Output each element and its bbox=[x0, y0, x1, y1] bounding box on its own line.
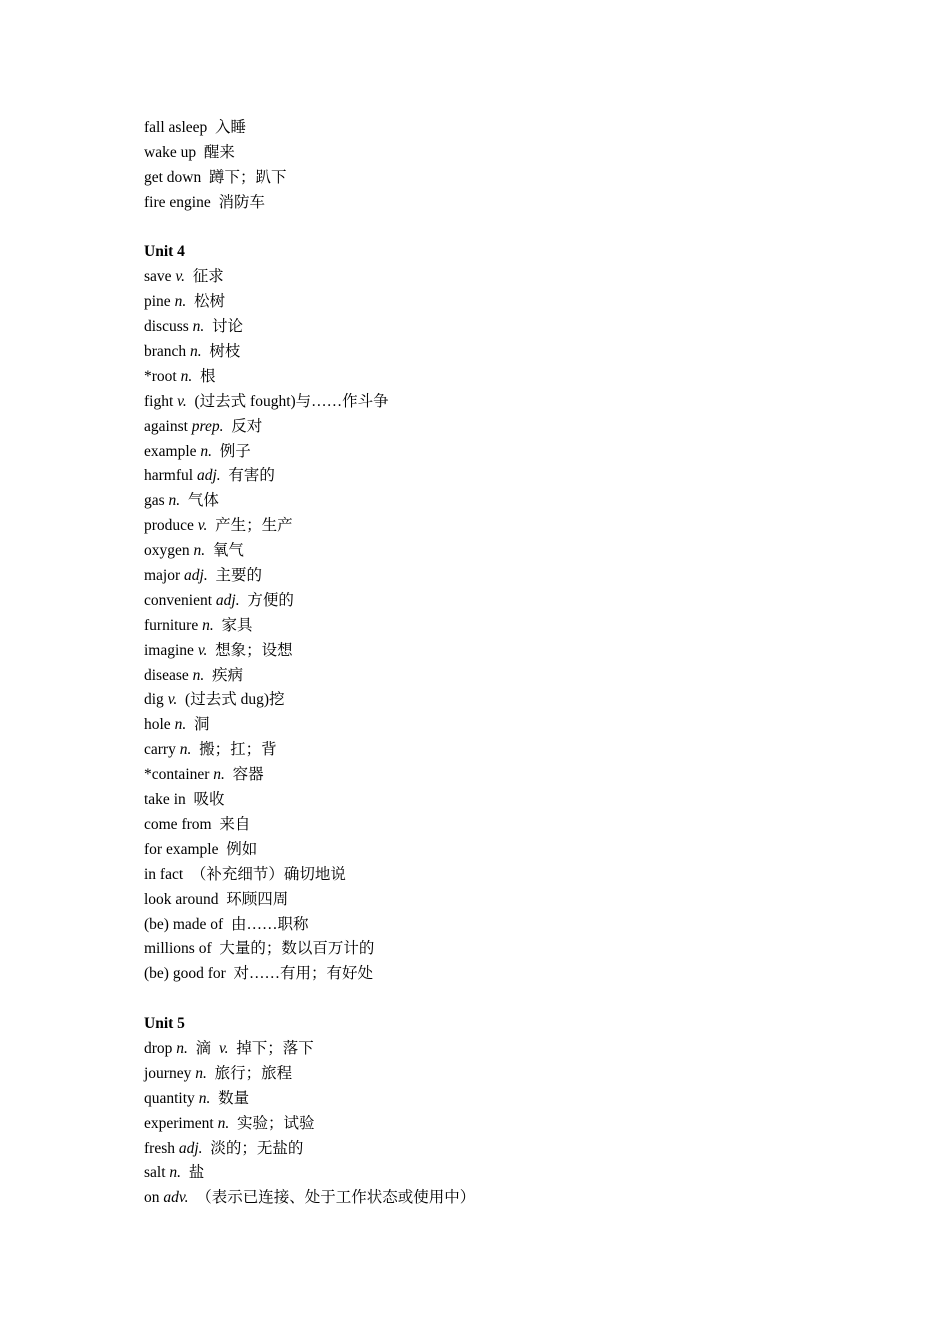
vocab-entry bbox=[144, 340, 904, 365]
entry-word: example bbox=[144, 442, 197, 460]
entry-part-of-speech: n. bbox=[192, 666, 205, 684]
vocab-entry bbox=[144, 713, 904, 738]
entry-meaning: 想象；设想 bbox=[215, 641, 293, 659]
vocab-entry bbox=[144, 365, 904, 390]
entry-meaning: 气体 bbox=[187, 492, 219, 510]
entry-meaning: 疾病 bbox=[212, 666, 244, 684]
vocab-entry bbox=[144, 265, 904, 290]
entry-meaning: 淡的；无盐的 bbox=[210, 1139, 304, 1157]
entry-word: salt bbox=[144, 1164, 166, 1182]
entry-part-of-speech: v. bbox=[197, 517, 208, 535]
entry-part-of-speech: v. bbox=[218, 1039, 229, 1057]
entry-meaning: (过去式 dug)挖 bbox=[185, 691, 285, 709]
entry-meaning: 环顾四周 bbox=[226, 890, 289, 908]
entry-word: fire engine bbox=[144, 193, 211, 211]
vocab-entry bbox=[144, 763, 904, 788]
entry-meaning: 大量的；数以百万计的 bbox=[219, 940, 375, 958]
vocab-entry bbox=[144, 688, 904, 713]
entry-part-of-speech: n. bbox=[193, 542, 206, 560]
unit-heading: Unit 5 bbox=[144, 1015, 185, 1033]
vocab-entry bbox=[144, 1137, 904, 1162]
entry-word: *container bbox=[144, 766, 210, 784]
entry-word: *root bbox=[144, 367, 177, 385]
vocab-entry bbox=[144, 440, 904, 465]
entry-meaning: 讨论 bbox=[212, 318, 244, 336]
entry-word: hole bbox=[144, 716, 171, 734]
entry-word: for example bbox=[144, 840, 219, 858]
entry-part-of-speech: n. bbox=[200, 442, 213, 460]
entry-meaning: 掉下；落下 bbox=[236, 1039, 314, 1057]
entry-part-of-speech: n. bbox=[176, 1039, 188, 1057]
vocab-entry bbox=[144, 1062, 904, 1087]
vocab-entry bbox=[144, 614, 904, 639]
entry-word: save bbox=[144, 268, 172, 286]
entry-meaning: 征求 bbox=[192, 268, 224, 286]
entry-word: major bbox=[144, 567, 181, 585]
entry-part-of-speech: n. bbox=[180, 367, 193, 385]
entry-part-of-speech: n. bbox=[168, 492, 181, 510]
entry-meaning: 洞 bbox=[193, 716, 210, 734]
vocab-entry bbox=[144, 813, 904, 838]
entry-part-of-speech: adj. bbox=[196, 467, 221, 485]
vocab-entry bbox=[144, 937, 904, 962]
vocab-entry bbox=[144, 514, 904, 539]
vocab-entry bbox=[144, 116, 904, 141]
entry-part-of-speech: n. bbox=[202, 616, 214, 634]
entry-meaning: 旅行；旅程 bbox=[214, 1064, 293, 1082]
vocab-entry bbox=[144, 290, 904, 315]
entry-part-of-speech: n. bbox=[174, 716, 187, 734]
vocab-entry bbox=[144, 639, 904, 664]
entry-word: come from bbox=[144, 815, 212, 833]
entry-word: convenient bbox=[144, 591, 213, 609]
entry-word: carry bbox=[144, 741, 176, 759]
entry-meaning: 主要的 bbox=[215, 567, 262, 585]
entry-word: (be) made of bbox=[144, 915, 224, 933]
entry-part-of-speech: n. bbox=[174, 293, 187, 311]
entry-part-of-speech: n. bbox=[195, 1064, 207, 1082]
vocab-entry bbox=[144, 564, 904, 589]
vocab-entry bbox=[144, 1161, 904, 1186]
entry-meaning: 方便的 bbox=[247, 591, 294, 609]
entry-word: harmful bbox=[144, 467, 194, 485]
entry-part-of-speech: v. bbox=[197, 641, 208, 659]
entry-part-of-speech: n. bbox=[179, 741, 192, 759]
entry-meaning: 搬；扛；背 bbox=[199, 741, 277, 759]
entry-word: in fact bbox=[144, 865, 184, 883]
entry-meaning: 例子 bbox=[219, 442, 251, 460]
vocab-entry bbox=[144, 788, 904, 813]
entry-part-of-speech: n. bbox=[217, 1114, 230, 1132]
entry-word: millions of bbox=[144, 940, 212, 958]
entry-meaning: 家具 bbox=[221, 616, 253, 634]
entry-meaning: 例如 bbox=[226, 840, 258, 858]
entry-meaning: 盐 bbox=[188, 1164, 205, 1182]
vocab-entry bbox=[144, 738, 904, 763]
entry-word: quantity bbox=[144, 1089, 195, 1107]
vocab-entry bbox=[144, 913, 904, 938]
entry-meaning: 实验；试验 bbox=[236, 1114, 315, 1132]
entry-word: fall asleep bbox=[144, 119, 208, 136]
vocab-entry bbox=[144, 390, 904, 415]
vocab-entry bbox=[144, 888, 904, 913]
entry-part-of-speech: n. bbox=[198, 1089, 211, 1107]
vocab-entry bbox=[144, 539, 904, 564]
entry-meaning: （补充细节）确切地说 bbox=[190, 865, 346, 883]
vocab-entry bbox=[144, 1112, 904, 1137]
entry-word: discuss bbox=[144, 318, 189, 336]
entry-part-of-speech: v. bbox=[175, 268, 186, 286]
entry-part-of-speech: n. bbox=[213, 766, 225, 784]
entry-meaning: 消防车 bbox=[218, 193, 265, 211]
entry-word: produce bbox=[144, 517, 194, 535]
entry-part-of-speech: v. bbox=[167, 691, 178, 709]
vocab-entry bbox=[144, 464, 904, 489]
entry-word: take in bbox=[144, 791, 186, 809]
entry-meaning: 根 bbox=[199, 367, 216, 385]
vocab-entry bbox=[144, 415, 904, 440]
entry-meaning: 滴 bbox=[195, 1039, 212, 1057]
entry-meaning: 数量 bbox=[218, 1089, 250, 1107]
entry-word: gas bbox=[144, 492, 165, 510]
entry-word: dig bbox=[144, 691, 164, 709]
entry-word: furniture bbox=[144, 616, 199, 634]
vocab-entry bbox=[144, 664, 904, 689]
entry-part-of-speech: prep. bbox=[191, 417, 224, 435]
entry-meaning: 蹲下；趴下 bbox=[209, 168, 287, 186]
entry-word: get down bbox=[144, 168, 202, 186]
entry-word: against bbox=[144, 417, 188, 435]
entry-meaning: 氧气 bbox=[212, 542, 244, 560]
vocab-entry bbox=[144, 838, 904, 863]
vocab-entry bbox=[144, 863, 904, 888]
unit-heading: Unit 4 bbox=[144, 243, 185, 261]
entry-word: drop bbox=[144, 1039, 173, 1057]
entry-meaning: 由……职称 bbox=[230, 915, 309, 933]
entry-meaning: 入睡 bbox=[215, 119, 247, 136]
entry-meaning: 醒来 bbox=[203, 143, 235, 161]
vocabulary-page bbox=[144, 116, 904, 1211]
entry-meaning: 反对 bbox=[231, 417, 263, 435]
entry-word: branch bbox=[144, 343, 187, 361]
entry-meaning: 吸收 bbox=[193, 791, 225, 809]
entry-meaning: 松树 bbox=[193, 293, 225, 311]
entry-word: pine bbox=[144, 293, 171, 311]
vocab-entry bbox=[144, 141, 904, 166]
entry-part-of-speech: adv. bbox=[163, 1189, 189, 1207]
entry-meaning: 容器 bbox=[232, 766, 264, 784]
entry-meaning: 树枝 bbox=[209, 343, 241, 361]
vocab-entry bbox=[144, 1186, 904, 1211]
section-spacer bbox=[144, 216, 904, 241]
vocab-entry bbox=[144, 1087, 904, 1112]
entry-part-of-speech: n. bbox=[169, 1164, 182, 1182]
entry-meaning: 来自 bbox=[219, 815, 251, 833]
entry-part-of-speech: v. bbox=[177, 392, 187, 410]
entry-meaning: 产生；生产 bbox=[215, 517, 293, 535]
entry-meaning: (过去式 fought)与……作斗争 bbox=[194, 392, 389, 410]
vocab-entry bbox=[144, 191, 904, 216]
entry-part-of-speech: adj. bbox=[184, 567, 208, 585]
entry-meaning: 有害的 bbox=[228, 467, 275, 485]
entry-word: (be) good for bbox=[144, 965, 226, 983]
entry-word: disease bbox=[144, 666, 189, 684]
entry-word: oxygen bbox=[144, 542, 190, 560]
vocab-entry bbox=[144, 589, 904, 614]
entry-word: on bbox=[144, 1189, 160, 1207]
entry-meaning: 对……有用；有好处 bbox=[233, 965, 374, 983]
vocab-entry bbox=[144, 315, 904, 340]
entry-word: experiment bbox=[144, 1114, 214, 1132]
entry-word: journey bbox=[144, 1064, 192, 1082]
entry-meaning: （表示已连接、处于工作状态或使用中） bbox=[196, 1189, 476, 1207]
entry-part-of-speech: n. bbox=[190, 343, 202, 361]
entry-part-of-speech: adj. bbox=[178, 1139, 203, 1157]
entry-part-of-speech: adj. bbox=[215, 591, 240, 609]
vocab-entry bbox=[144, 962, 904, 987]
entry-word: imagine bbox=[144, 641, 194, 659]
entry-word: wake up bbox=[144, 143, 197, 161]
entry-word: fresh bbox=[144, 1139, 175, 1157]
section-spacer bbox=[144, 987, 904, 1012]
entry-word: fight bbox=[144, 392, 174, 410]
entry-part-of-speech: n. bbox=[192, 318, 205, 336]
vocab-entry bbox=[144, 489, 904, 514]
entry-word: look around bbox=[144, 890, 219, 908]
vocab-entry bbox=[144, 1037, 904, 1062]
vocab-entry bbox=[144, 166, 904, 191]
